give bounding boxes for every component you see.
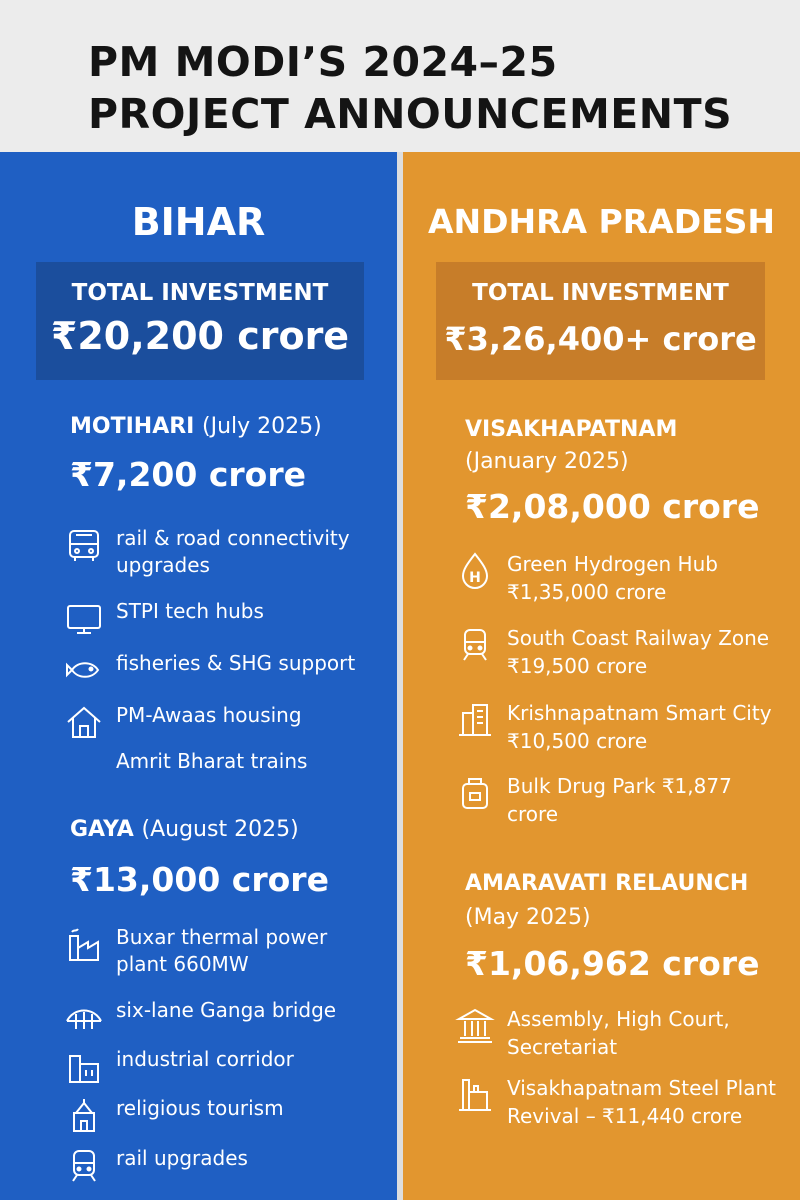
bihar-investment-box [36, 262, 364, 380]
visakhapatnam-item [455, 624, 785, 680]
gaya-item [64, 997, 384, 1037]
motihari-name: MOTIHARI [70, 414, 195, 439]
item-label: Amrit Bharat trains [116, 749, 308, 773]
train-icon [64, 1145, 104, 1185]
item-label: Bulk Drug Park ₹1,877 crore [507, 774, 732, 826]
item-label: industrial corridor [116, 1047, 294, 1071]
visakhapatnam-amount: ₹2,08,000 crore [465, 487, 760, 526]
government-building-icon [455, 1005, 495, 1045]
house-icon [64, 702, 104, 742]
motihari-item [64, 650, 384, 690]
item-label: rail & road connectivity upgrades [116, 526, 350, 577]
item-label: rail upgrades [116, 1146, 248, 1170]
visakhapatnam-date: (January 2025) [465, 449, 629, 474]
visakhapatnam-item [455, 772, 785, 828]
item-label: Krishnapatnam Smart City ₹10,500 crore [507, 701, 772, 753]
andhra-pradesh-column [403, 152, 800, 1200]
motihari-item [64, 525, 384, 579]
item-label: Buxar thermal power plant 660MW [116, 925, 328, 976]
power-plant-icon [64, 924, 104, 964]
bihar-investment-value: ₹20,200 crore [50, 314, 350, 358]
andhra-investment-box [436, 262, 765, 380]
fish-icon [64, 650, 104, 690]
gaya-item [64, 924, 384, 978]
motihari-item [64, 598, 384, 638]
svg-text:H: H [469, 570, 481, 586]
item-label: religious tourism [116, 1096, 284, 1120]
motihari-heading [70, 414, 322, 439]
bihar-region-title: BIHAR [131, 200, 266, 244]
temple-icon [64, 1095, 104, 1135]
visakhapatnam-item [455, 550, 785, 606]
gaya-item [64, 1046, 384, 1086]
page-title-line-2: PROJECT ANNOUNCEMENTS [88, 90, 733, 138]
amaravati-item [455, 1005, 790, 1061]
bihar-investment-label: TOTAL INVESTMENT [71, 280, 329, 306]
gaya-name: GAYA [70, 817, 134, 842]
drug-park-icon [455, 772, 495, 812]
factory-icon [64, 1046, 104, 1086]
item-label: South Coast Railway Zone ₹19,500 crore [507, 626, 770, 678]
motihari-amount: ₹7,200 crore [70, 455, 306, 494]
motihari-item [64, 702, 384, 742]
gaya-item [64, 1145, 384, 1185]
visakhapatnam-item [455, 699, 785, 755]
page-title-line-1: PM MODI’S 2024–25 [88, 38, 558, 86]
train-icon [455, 624, 495, 664]
steel-plant-icon [455, 1074, 495, 1114]
amaravati-item [455, 1074, 790, 1130]
andhra-region-title: ANDHRA PRADESH [427, 202, 776, 241]
visakhapatnam-heading [465, 414, 765, 478]
item-label: fisheries & SHG support [116, 651, 356, 675]
item-label: Green Hydrogen Hub ₹1,35,000 crore [507, 552, 718, 604]
monitor-icon [64, 598, 104, 638]
visakhapatnam-name: VISAKHAPATNAM [465, 417, 678, 442]
amaravati-name: AMARAVATI RELAUNCH [465, 871, 749, 896]
andhra-investment-label: TOTAL INVESTMENT [472, 280, 729, 306]
item-label: Visakhapatnam Steel Plant Revival – ₹11,440 crore [507, 1076, 777, 1128]
gaya-amount: ₹13,000 crore [70, 860, 329, 899]
amaravati-amount: ₹1,06,962 crore [465, 944, 760, 983]
bridge-icon [64, 997, 104, 1037]
hydrogen-icon [455, 550, 495, 590]
item-label: PM-Awaas housing [116, 703, 302, 727]
motihari-date: (July 2025) [202, 414, 322, 439]
amaravati-date: (May 2025) [465, 905, 591, 930]
motihari-item [116, 748, 386, 775]
item-label: six-lane Ganga bridge [116, 998, 337, 1022]
amaravati-heading [465, 867, 785, 935]
bihar-column [0, 152, 397, 1200]
gaya-item [64, 1095, 384, 1135]
gaya-heading [70, 817, 299, 842]
item-label: Assembly, High Court, Secretariat [507, 1007, 730, 1059]
gaya-date: (August 2025) [141, 817, 299, 842]
andhra-investment-value: ₹3,26,400+ crore [444, 320, 757, 358]
item-label: STPI tech hubs [116, 599, 264, 623]
bus-icon [64, 525, 104, 565]
header [0, 0, 800, 152]
smart-city-icon [455, 699, 495, 739]
